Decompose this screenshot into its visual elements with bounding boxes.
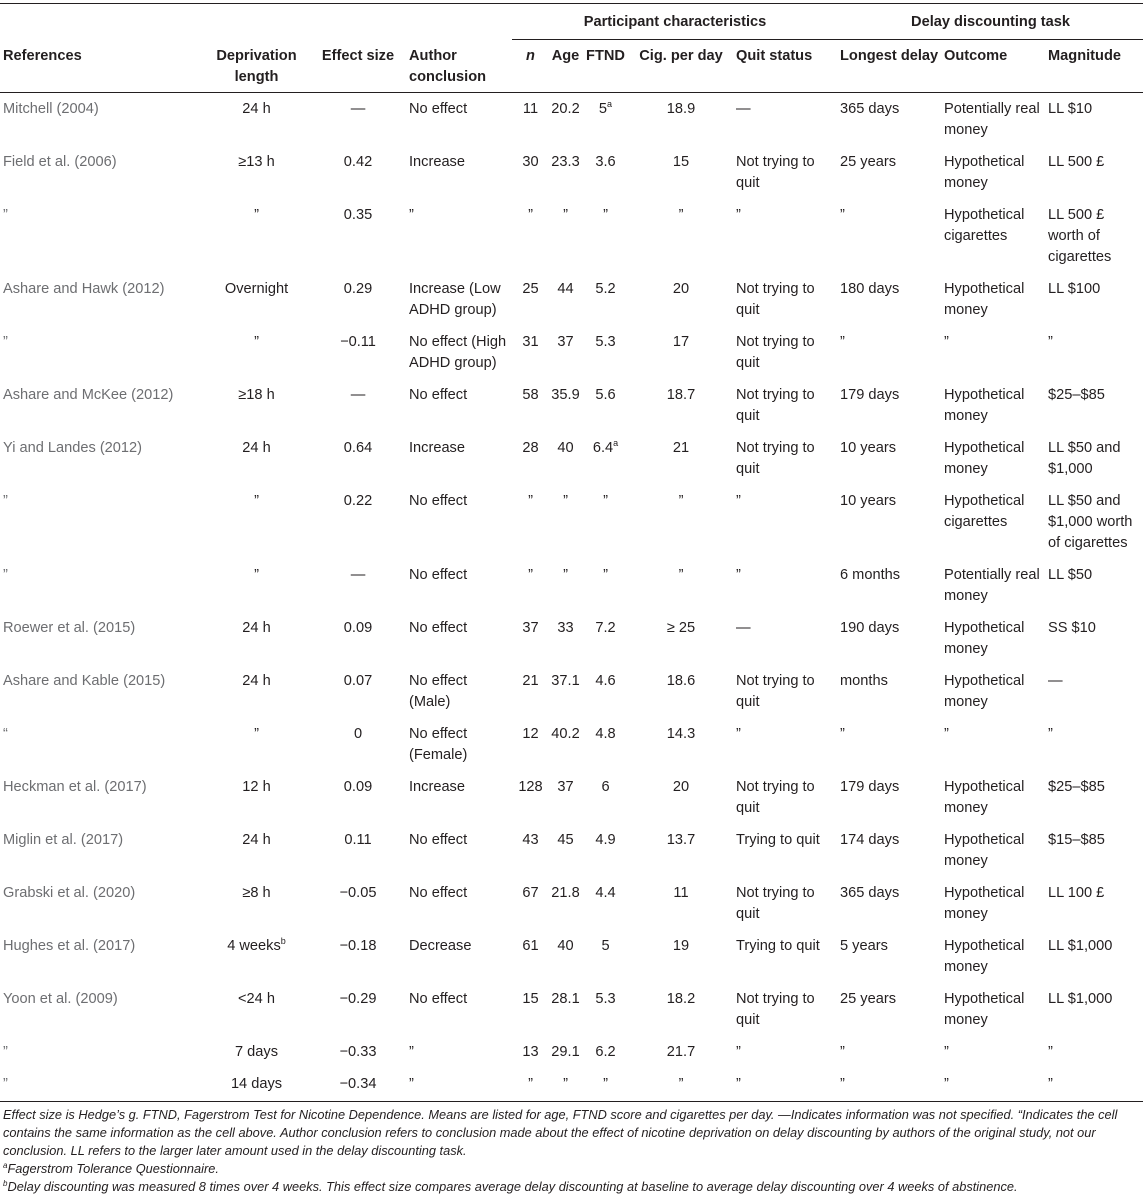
cell-quit-status: Not trying to quit (736, 439, 815, 477)
table-row (0, 877, 1143, 930)
cell-author-conclusion: No effect (409, 884, 468, 901)
cell-effect-size: −0.18 (339, 937, 377, 954)
data-table (0, 3, 1143, 1102)
table-row (0, 612, 1143, 665)
cell-effect-size: −0.11 (340, 333, 376, 350)
group-delay-discounting-task: Delay discounting task (837, 4, 1143, 40)
cell-n: 11 (522, 100, 539, 117)
cell-age: 23.3 (551, 153, 580, 170)
cell-age: 20.2 (551, 100, 580, 117)
cell-outcome: Hypothetical money (944, 619, 1025, 657)
footnote-a: $^a$Fagerstrom Tolerance Questionnaire. (3, 1160, 219, 1176)
cell-cig-per-day: ” (678, 492, 684, 509)
table-row (0, 485, 1143, 559)
cell-magnitude: LL $50 and $1,000 worth of cigarettes (1048, 492, 1133, 551)
cell-cig-per-day: 18.7 (666, 386, 696, 403)
cell-effect-size: 0.07 (343, 672, 373, 689)
cell-effect-size: 0 (353, 725, 363, 742)
cell-ftnd: 5 (601, 937, 610, 954)
cell-n: 67 (522, 884, 539, 901)
cell-effect-size: 0.11 (344, 831, 372, 848)
cell-cig-per-day: 15 (672, 153, 690, 170)
cell-longest-delay: months (840, 672, 888, 689)
cell-cig-per-day: 18.6 (666, 672, 696, 689)
cell-reference: “ (3, 725, 8, 742)
cell-quit-status: Not trying to quit (736, 778, 815, 816)
cell-effect-size: — (350, 100, 366, 117)
cell-n: 25 (522, 280, 539, 297)
cell-cig-per-day: 13.7 (666, 831, 696, 848)
cell-n: 28 (522, 439, 539, 456)
col-longest-delay: Longest delay (837, 40, 941, 93)
cell-n: 128 (518, 778, 543, 795)
cell-cig-per-day: 19 (672, 937, 690, 954)
cell-author-conclusion: Decrease (409, 937, 472, 954)
group-participant-characteristics: Participant characteristics (512, 4, 837, 40)
cell-deprivation-length: ” (254, 725, 259, 742)
cell-effect-size: 0.35 (343, 206, 373, 223)
cell-ftnd: ” (603, 206, 608, 223)
cell-magnitude: LL 500 £ (1048, 153, 1105, 170)
table-row (0, 199, 1143, 273)
cell-ftnd: 4.8 (595, 725, 616, 742)
cell-deprivation-length: 24 h (242, 831, 271, 848)
cell-longest-delay: 180 days (840, 280, 900, 297)
cell-reference: ” (3, 206, 8, 223)
cell-outcome: Potentially real money (944, 100, 1040, 138)
col-ftnd: FTND (582, 40, 628, 93)
col-quit-status: Quit status (733, 40, 837, 93)
cell-effect-size: −0.33 (339, 1043, 377, 1060)
table-footnotes (0, 1102, 1143, 1196)
cell-cig-per-day: 20 (672, 280, 690, 297)
cell-ftnd: 5$^a$ (598, 98, 613, 117)
cell-ftnd: ” (582, 1068, 628, 1102)
cell-reference: Miglin et al. (2017) (3, 831, 124, 848)
cell-effect-size: 0.29 (343, 280, 373, 297)
cell-quit-status: Not trying to quit (736, 990, 815, 1028)
cell-age: 37.1 (551, 672, 580, 689)
cell-ftnd: 3.6 (595, 153, 616, 170)
cell-author-conclusion: ” (409, 1043, 414, 1060)
cell-author-conclusion: ” (409, 206, 414, 223)
cell-author-conclusion: No effect (409, 386, 468, 403)
table-row (0, 718, 1143, 771)
cell-magnitude: LL $10 (1048, 100, 1093, 117)
cell-longest-delay: ” (840, 1043, 845, 1060)
cell-cig-per-day: ” (628, 1068, 733, 1102)
cell-n: 58 (522, 386, 539, 403)
cell-reference: Grabski et al. (2020) (3, 884, 136, 901)
footnote-b: $^b$Delay discounting was measured 8 times over 4 weeks. This effect size compares average delay discounting at baseline to average delay discounting over 4 weeks of abstinence. (3, 1178, 1018, 1194)
cell-magnitude: $15–$85 (1048, 831, 1105, 848)
header-group-row (0, 4, 1143, 40)
cell-deprivation-length: 24 h (242, 439, 271, 456)
cell-ftnd: 6 (601, 778, 610, 795)
cell-quit-status: Not trying to quit (736, 280, 815, 318)
cell-author-conclusion: ” (406, 1068, 512, 1102)
cell-n: ” (512, 1068, 548, 1102)
cell-author-conclusion: Increase (409, 439, 465, 456)
cell-ftnd: 4.9 (595, 831, 616, 848)
cell-age: 33 (557, 619, 574, 636)
cell-deprivation-length: ≥18 h (238, 386, 275, 403)
cell-magnitude: LL $1,000 (1048, 937, 1113, 954)
cell-age: ” (548, 1068, 582, 1102)
cell-reference: ” (3, 492, 8, 509)
table-container (0, 3, 1143, 1196)
cell-n: 13 (522, 1043, 539, 1060)
cell-age: ” (563, 492, 568, 509)
cell-n: 15 (522, 990, 539, 1007)
table-row (0, 983, 1143, 1036)
cell-author-conclusion: No effect (Male) (409, 672, 468, 710)
cell-author-conclusion: No effect (409, 100, 468, 117)
cell-outcome: Hypothetical money (944, 153, 1025, 191)
col-cig-per-day: Cig. per day (628, 40, 733, 93)
cell-author-conclusion: No effect (409, 831, 468, 848)
cell-cig-per-day: ≥ 25 (666, 619, 696, 636)
cell-ftnd: 4.4 (595, 884, 616, 901)
cell-deprivation-length: ” (254, 333, 259, 350)
cell-quit-status: Trying to quit (736, 937, 820, 954)
cell-longest-delay: 25 years (840, 990, 896, 1007)
cell-magnitude: LL $50 (1048, 566, 1093, 583)
cell-effect-size: — (350, 566, 366, 583)
col-outcome: Outcome (941, 40, 1045, 93)
cell-age: 29.1 (551, 1043, 580, 1060)
cell-outcome: ” (944, 333, 949, 350)
cell-magnitude: SS $10 (1048, 619, 1096, 636)
cell-longest-delay: 190 days (840, 619, 900, 636)
cell-cig-per-day: 17 (672, 333, 690, 350)
cell-deprivation-length: 24 h (242, 672, 271, 689)
table-row (0, 930, 1143, 983)
cell-deprivation-length: Overnight (224, 280, 289, 297)
cell-ftnd: 4.6 (595, 672, 616, 689)
cell-reference: Mitchell (2004) (3, 100, 99, 117)
cell-age: 45 (557, 831, 574, 848)
table-row (0, 92, 1143, 146)
footnote-main: Effect size is Hedge’s g. FTND, Fagerstrom Test for Nicotine Dependence. Means are listed for age, FTND score and cigarettes per day. —Indicates information was not specified. “Indicates the cell contains the same information as the cell above. Author conclusion refers to conclusion made about the effect of nicotine deprivation on delay discounting by authors of the original study, not our conclusion. LL refers to the larger later amount used in the delay discounting task. (3, 1106, 1118, 1158)
cell-age: 40.2 (551, 725, 580, 742)
cell-cig-per-day: ” (678, 206, 684, 223)
cell-age: 44 (557, 280, 574, 297)
cell-magnitude: — (1048, 672, 1063, 689)
cell-effect-size: 0.42 (343, 153, 373, 170)
cell-longest-delay: 10 years (840, 439, 896, 456)
cell-deprivation-length: 24 h (242, 100, 271, 117)
cell-outcome: Hypothetical money (944, 884, 1025, 922)
cell-deprivation-length: ≥8 h (242, 884, 271, 901)
cell-longest-delay: 6 months (840, 566, 901, 583)
col-magnitude: Magnitude (1045, 40, 1143, 93)
cell-deprivation-length: ” (254, 566, 259, 583)
cell-author-conclusion: Increase (Low ADHD group) (409, 280, 501, 318)
cell-longest-delay: ” (837, 1068, 941, 1102)
cell-author-conclusion: No effect (409, 492, 468, 509)
cell-deprivation-length: 4 weeks$^b$ (227, 935, 286, 954)
col-effect-size: Effect size (309, 40, 406, 93)
cell-author-conclusion: No effect (409, 990, 468, 1007)
cell-reference: ” (3, 566, 8, 583)
cell-deprivation-length: ≥13 h (238, 153, 275, 170)
cell-longest-delay: 10 years (840, 492, 896, 509)
cell-n: 12 (522, 725, 539, 742)
cell-outcome: ” (944, 725, 949, 742)
cell-n: 61 (522, 937, 539, 954)
cell-reference: Yi and Landes (2012) (3, 439, 143, 456)
cell-outcome: Potentially real money (944, 566, 1040, 604)
cell-ftnd: 5.3 (595, 333, 616, 350)
cell-quit-status: Trying to quit (736, 831, 820, 848)
cell-outcome: Hypothetical money (944, 439, 1025, 477)
cell-outcome: Hypothetical money (944, 990, 1025, 1028)
cell-magnitude: ” (1045, 1068, 1143, 1102)
cell-outcome: Hypothetical money (944, 280, 1025, 318)
cell-longest-delay: 25 years (840, 153, 896, 170)
cell-age: ” (563, 206, 568, 223)
cell-magnitude: LL $1,000 (1048, 990, 1113, 1007)
col-references: References (0, 40, 203, 93)
cell-magnitude: $25–$85 (1048, 386, 1105, 403)
cell-outcome: ” (941, 1068, 1045, 1102)
cell-outcome: Hypothetical cigarettes (944, 492, 1025, 530)
cell-longest-delay: 5 years (840, 937, 888, 954)
table-header (0, 4, 1143, 93)
cell-magnitude: ” (1048, 333, 1053, 350)
table-body (0, 92, 1143, 1101)
cell-deprivation-length: 12 h (242, 778, 271, 795)
cell-age: 37 (557, 333, 574, 350)
cell-quit-status: Not trying to quit (736, 386, 815, 424)
cell-age: 40 (557, 937, 574, 954)
cell-ftnd: ” (603, 566, 608, 583)
cell-author-conclusion: Increase (409, 153, 465, 170)
cell-n: 37 (522, 619, 539, 636)
cell-deprivation-length: 14 days (203, 1068, 309, 1102)
cell-longest-delay: ” (840, 206, 845, 223)
cell-age: 28.1 (551, 990, 580, 1007)
cell-n: 30 (522, 153, 539, 170)
table-row (0, 146, 1143, 199)
cell-cig-per-day: ” (678, 566, 684, 583)
cell-quit-status: ” (736, 725, 741, 742)
header-row (0, 40, 1143, 93)
cell-ftnd: 5.3 (595, 990, 616, 1007)
cell-quit-status: ” (736, 1043, 741, 1060)
cell-reference: Yoon et al. (2009) (3, 990, 118, 1007)
cell-quit-status: ” (736, 206, 741, 223)
cell-quit-status: — (736, 619, 751, 636)
cell-author-conclusion: No effect (Female) (409, 725, 468, 763)
cell-cig-per-day: 21 (672, 439, 690, 456)
cell-reference: Ashare and McKee (2012) (3, 386, 174, 403)
cell-cig-per-day: 11 (673, 884, 689, 901)
cell-deprivation-length: ” (254, 492, 259, 509)
cell-magnitude: LL $100 (1048, 280, 1101, 297)
cell-longest-delay: 179 days (840, 778, 900, 795)
cell-effect-size: 0.09 (343, 778, 373, 795)
cell-longest-delay: 365 days (840, 100, 900, 117)
cell-author-conclusion: No effect (409, 566, 468, 583)
cell-author-conclusion: No effect (High ADHD group) (409, 333, 507, 371)
cell-deprivation-length: <24 h (238, 990, 275, 1007)
cell-quit-status: ” (733, 1068, 837, 1102)
cell-n: ” (528, 492, 533, 509)
cell-age: 40 (557, 439, 574, 456)
table-row (0, 379, 1143, 432)
cell-deprivation-length: ” (254, 206, 259, 223)
cell-magnitude: ” (1048, 725, 1053, 742)
table-row (0, 771, 1143, 824)
col-author-conclusion: Author conclusion (406, 40, 512, 93)
cell-reference: Ashare and Hawk (2012) (3, 280, 165, 297)
cell-quit-status: Not trying to quit (736, 884, 815, 922)
cell-outcome: Hypothetical cigarettes (944, 206, 1025, 244)
cell-quit-status: — (736, 100, 751, 117)
cell-age: 35.9 (551, 386, 580, 403)
cell-quit-status: Not trying to quit (736, 333, 815, 371)
cell-effect-size: −0.34 (309, 1068, 406, 1102)
cell-cig-per-day: 18.2 (666, 990, 696, 1007)
cell-effect-size: −0.29 (339, 990, 377, 1007)
table-row (0, 559, 1143, 612)
cell-outcome: Hypothetical money (944, 831, 1025, 869)
cell-age: 21.8 (551, 884, 580, 901)
cell-reference: Hughes et al. (2017) (3, 937, 136, 954)
col-n: n (512, 40, 548, 93)
cell-deprivation-length: 7 days (235, 1043, 278, 1060)
cell-n: 21 (522, 672, 539, 689)
cell-effect-size: 0.22 (343, 492, 373, 509)
col-deprivation-length: Deprivation length (203, 40, 309, 93)
cell-outcome: Hypothetical money (944, 672, 1025, 710)
cell-n: ” (528, 566, 533, 583)
cell-ftnd: 6.4$^a$ (592, 437, 619, 456)
cell-longest-delay: ” (840, 725, 845, 742)
cell-quit-status: Not trying to quit (736, 153, 815, 191)
table-row (0, 432, 1143, 485)
cell-quit-status: ” (736, 492, 741, 509)
cell-longest-delay: 365 days (840, 884, 900, 901)
cell-ftnd: ” (603, 492, 608, 509)
col-age: Age (548, 40, 582, 93)
cell-reference: Field et al. (2006) (3, 153, 117, 170)
cell-effect-size: 0.09 (343, 619, 373, 636)
table-row (0, 273, 1143, 326)
cell-age: 37 (557, 778, 574, 795)
cell-n: 43 (522, 831, 539, 848)
table-row (0, 665, 1143, 718)
cell-reference: ” (3, 1043, 8, 1060)
cell-magnitude: $25–$85 (1048, 778, 1105, 795)
cell-reference: ” (3, 333, 8, 350)
cell-cig-per-day: 21.7 (666, 1043, 696, 1060)
cell-quit-status: Not trying to quit (736, 672, 815, 710)
cell-n: 31 (522, 333, 539, 350)
cell-effect-size: 0.64 (343, 439, 373, 456)
cell-ftnd: 5.6 (595, 386, 616, 403)
cell-effect-size: −0.05 (339, 884, 377, 901)
table-row (0, 326, 1143, 379)
cell-cig-per-day: 20 (672, 778, 690, 795)
cell-deprivation-length: 24 h (242, 619, 271, 636)
cell-author-conclusion: Increase (409, 778, 465, 795)
cell-magnitude: ” (1048, 1043, 1053, 1060)
cell-longest-delay: 179 days (840, 386, 900, 403)
cell-reference: Ashare and Kable (2015) (3, 672, 166, 689)
cell-magnitude: LL 500 £ worth of cigarettes (1048, 206, 1112, 265)
cell-ftnd: 6.2 (595, 1043, 616, 1060)
cell-cig-per-day: 14.3 (666, 725, 696, 742)
cell-ftnd: 5.2 (595, 280, 616, 297)
table-row (0, 824, 1143, 877)
cell-outcome: ” (944, 1043, 949, 1060)
cell-outcome: Hypothetical money (944, 778, 1025, 816)
cell-quit-status: ” (736, 566, 741, 583)
cell-cig-per-day: 18.9 (666, 100, 696, 117)
cell-author-conclusion: No effect (409, 619, 468, 636)
cell-outcome: Hypothetical money (944, 937, 1025, 975)
cell-magnitude: LL $50 and $1,000 (1048, 439, 1121, 477)
cell-n: ” (528, 206, 533, 223)
cell-reference: Roewer et al. (2015) (3, 619, 136, 636)
cell-longest-delay: ” (840, 333, 845, 350)
table-row (0, 1068, 1143, 1102)
cell-magnitude: LL 100 £ (1048, 884, 1105, 901)
cell-reference: ” (0, 1068, 203, 1102)
cell-longest-delay: 174 days (840, 831, 900, 848)
cell-outcome: Hypothetical money (944, 386, 1025, 424)
table-row (0, 1036, 1143, 1068)
cell-ftnd: 7.2 (595, 619, 616, 636)
cell-effect-size: — (350, 386, 366, 403)
cell-age: ” (563, 566, 568, 583)
cell-reference: Heckman et al. (2017) (3, 778, 147, 795)
